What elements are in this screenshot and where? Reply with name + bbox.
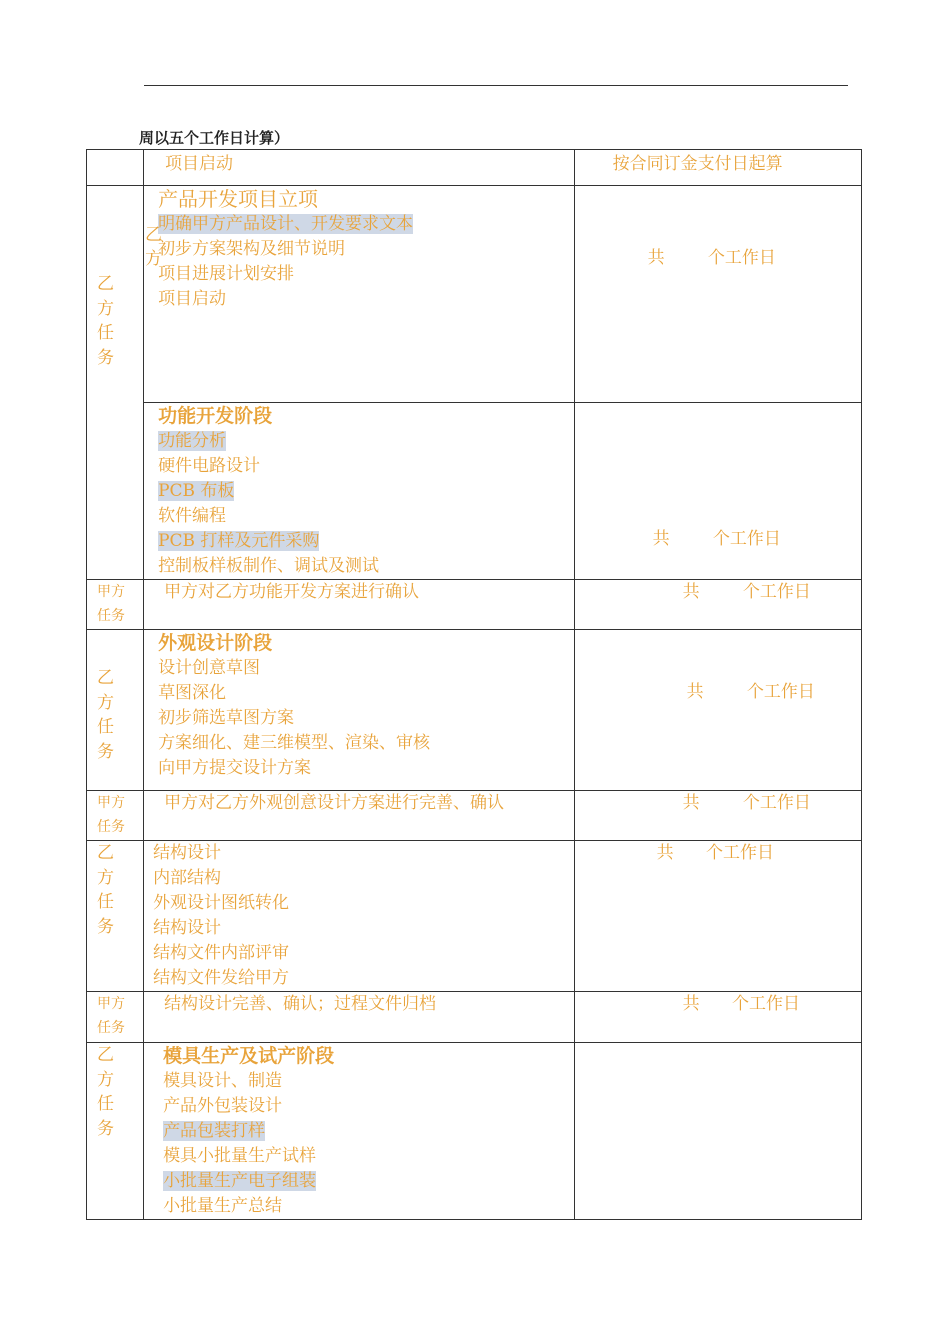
confirm1-row (87, 580, 862, 630)
header-rule (144, 85, 848, 86)
note-text: 周以五个工作日计算） (139, 129, 290, 147)
section1-duration: 共 个工作日 (647, 248, 776, 268)
section5-row (87, 1043, 862, 1220)
section4-label-cell (87, 841, 144, 992)
header-left-cell (144, 150, 575, 186)
section1-duration-cell (574, 186, 861, 403)
section4-content-cell (144, 841, 575, 992)
section1-item: 初步方案架构及细节说明 (158, 239, 346, 259)
section1-item: 明确甲方产品设计、开发要求文本 (158, 214, 414, 234)
header-right-cell (574, 150, 861, 186)
section2-duration: 共 个工作日 (652, 529, 781, 549)
section5-item: 小批量生产总结 (163, 1196, 283, 1216)
confirm2-row (87, 791, 862, 841)
confirm1-label-cell (87, 580, 144, 630)
section5-title: 模具生产及试产阶段 (163, 1045, 335, 1067)
section2-row (87, 403, 862, 580)
section5-label: 乙 方 任 务 (97, 1045, 114, 1139)
header-label-cell (87, 150, 144, 186)
header-left-text: 项目启动 (165, 154, 234, 174)
confirm1-text: 甲方对乙方功能开发方案进行确认 (164, 582, 420, 602)
confirm1-label: 甲方 任务 (97, 584, 125, 624)
section5-item: 模具小批量生产试样 (163, 1146, 317, 1166)
confirm2-text: 甲方对乙方外观创意设计方案进行完善、确认 (164, 793, 505, 813)
confirm3-text: 结构设计完善、确认；过程文件归档 (164, 994, 437, 1014)
section1-content-cell (144, 186, 575, 403)
confirm1-duration: 共 个工作日 (682, 582, 811, 602)
section3-label: 乙 方 任 务 (97, 668, 114, 762)
confirm3-label: 甲方 任务 (97, 996, 125, 1036)
section1-title: 产品开发项目立项 (158, 187, 319, 211)
confirm3-duration: 共 个工作日 (682, 994, 801, 1014)
section5-item: 产品外包装设计 (163, 1096, 283, 1116)
section1-label: 乙 方 任 务 (97, 274, 114, 368)
confirm1-duration-cell (574, 580, 861, 630)
section4-item: 结构设计 (153, 843, 222, 863)
section5-item: 模具设计、制造 (163, 1071, 283, 1091)
section3-item: 向甲方提交设计方案 (158, 758, 312, 778)
section4-item: 结构设计 (153, 918, 222, 938)
section1-item: 项目进展计划安排 (158, 264, 295, 284)
section3-item: 方案细化、建三维模型、渲染、审核 (158, 733, 431, 753)
confirm3-content-cell (144, 992, 575, 1043)
section5-content-cell (144, 1043, 575, 1220)
header-right-text: 按合同订金支付日起算 (612, 154, 783, 174)
section5-item: 小批量生产电子组装 (163, 1171, 317, 1191)
confirm2-label: 甲方 任务 (97, 795, 125, 835)
confirm2-duration-cell (574, 791, 861, 841)
section4-item: 外观设计图纸转化 (153, 893, 290, 913)
confirm3-row (87, 992, 862, 1043)
section5-duration-cell (574, 1043, 861, 1220)
section5-item: 产品包装打样 (163, 1121, 266, 1141)
section3-label-cell (87, 630, 144, 791)
confirm2-label-cell (87, 791, 144, 841)
section4-duration-cell (574, 841, 861, 992)
section4-row (87, 841, 862, 992)
section3-item: 草图深化 (158, 683, 227, 703)
section4-item: 结构文件发给甲方 (153, 968, 290, 988)
section3-duration-cell (574, 630, 861, 791)
section4-duration: 共 个工作日 (656, 843, 775, 863)
confirm1-content-cell (144, 580, 575, 630)
confirm3-label-cell (87, 992, 144, 1043)
section2-item: PCB 打样及元件采购 (158, 531, 320, 551)
section4-label: 乙 方 任 务 (97, 843, 114, 937)
section2-duration-cell (574, 403, 861, 580)
section1-label-cell (87, 186, 144, 580)
section1-row (87, 186, 862, 403)
section2-item: 控制板样板制作、调试及测试 (158, 556, 380, 576)
confirm2-duration: 共 个工作日 (682, 793, 811, 813)
schedule-table (86, 149, 862, 1220)
section3-title: 外观设计阶段 (158, 632, 273, 654)
section4-item: 结构文件内部评审 (153, 943, 290, 963)
section3-row (87, 630, 862, 791)
section2-content-cell (144, 403, 575, 580)
section3-duration: 共 个工作日 (686, 682, 815, 702)
section4-item: 内部结构 (153, 868, 222, 888)
section3-item: 初步筛选草图方案 (158, 708, 295, 728)
section3-item: 设计创意草图 (158, 658, 261, 678)
section1-overlap-label: 乙 方 (145, 225, 163, 269)
section3-content-cell (144, 630, 575, 791)
section1-item: 项目启动 (158, 289, 227, 309)
confirm2-content-cell (144, 791, 575, 841)
section2-item: 功能分析 (158, 431, 227, 451)
section2-item: 软件编程 (158, 506, 227, 526)
section2-title: 功能开发阶段 (158, 405, 273, 427)
confirm3-duration-cell (574, 992, 861, 1043)
section2-item: PCB 布板 (158, 481, 235, 501)
section5-label-cell (87, 1043, 144, 1220)
header-row (87, 150, 862, 186)
section2-item: 硬件电路设计 (158, 456, 261, 476)
